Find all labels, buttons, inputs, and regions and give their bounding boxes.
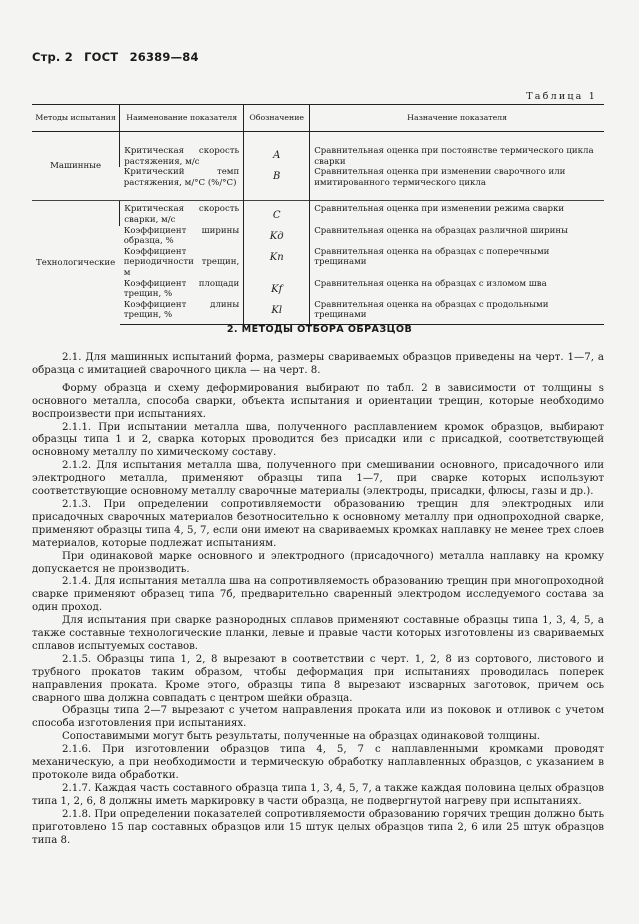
indicator-cell: Коэффициент ширины образца, %: [123, 225, 240, 247]
purpose-cell: Сравнительная оценка на образцах с продольными трещинами: [310, 300, 604, 325]
paragraph: При одинаковой марке основного и электродного (присадочного) металла наплавку на кромку допускается не производить.: [32, 550, 604, 575]
section-body: [32, 352, 604, 847]
page-number: Стр. 2: [32, 50, 73, 64]
paragraph: 2.1.8. При определении показателей сопротивляемости образованию горячих трещин должно быть приготовлено 15 пар составных образцов или 15 штук целых образцов типа 2, 6 или 25 штук образцов типа 8.: [32, 808, 604, 846]
symbol-cell: Kl: [244, 300, 310, 325]
purpose-cell: Сравнительная оценка на образцах различной ширины: [310, 226, 604, 247]
column-header: Обозначение: [244, 105, 310, 132]
table-row: [32, 201, 604, 226]
symbol-cell: Kf: [244, 279, 310, 300]
indicator-cell: Коэффициент длины трещин, %: [120, 300, 244, 325]
paragraph: 2.1. Для машинных испытаний форма, размеры свариваемых образцов приведены на черт. 1—7, а образца с имитацией сварочного цикла — на черт. 8.: [32, 352, 604, 376]
paragraph: 2.1.4. Для испытания металла шва на сопротивляемость образованию трещин при многопроходной сварке применяют образец типа 7б, предварительно сваренный электродом исследуемого состава за один проход.: [32, 576, 604, 614]
paragraph: Сопоставимыми могут быть результаты, полученные на образцах одинаковой толщины.: [62, 731, 541, 743]
purpose-cell: Сравнительная оценка при изменении режима сварки: [310, 201, 604, 226]
page-header: [32, 50, 206, 64]
section-title: 2. МЕТОДЫ ОТБОРА ОБРАЗЦОВ: [226, 324, 413, 335]
indicator-cell: Коэффициент периодичности трещин, м: [123, 246, 240, 278]
table-caption: Таблица 1: [526, 91, 597, 102]
symbol-cell: C: [244, 201, 310, 226]
method-cell: Технологические: [36, 257, 116, 268]
paragraph: 2.1.2. Для испытания металла шва, полученного при смешивании основного, присадочного или электродного металла, применяют образцы типа 1—7, при сварке которых используют соответствующие основному металлу сварочные материалы (электроды, присадки, флюсы, газы и др.).: [32, 460, 604, 498]
column-header: Наименование показателя: [120, 105, 244, 132]
paragraph: 2.1.5. Образцы типа 1, 2, 8 вырезают в соответствии с черт. 1, 2, 8 из сортового, листового и трубного прокатов таким образом, чтобы деформация при испытаниях проводилась поперек направления проката. Кроме этого, образцы типа 8 вырезают изсварных заготовок, причем ось сварного шва должна совпадать с центром шейки образца.: [32, 653, 604, 704]
symbol-cell: Kп: [244, 247, 310, 279]
method-cell: Машинные: [32, 132, 120, 201]
indicator-cell: Критический темп растяжения, м/°С (%/°С): [123, 167, 240, 188]
symbol-cell: B: [244, 167, 310, 201]
paragraph: 2.1.1. При испытании металла шва, полученного расплавлением кромок образцов, выбирают образцы типа 1 и 2, сварка которых проводится без присадки или с присадкой, соответствующей основному металлу по химическому составу.: [32, 421, 604, 459]
purpose-cell: Сравнительная оценка на образцах с поперечными трещинами: [310, 247, 604, 279]
paragraph: 2.1.6. При изготовлении образцов типа 4, 5, 7 с наплавленными кромками проводят механическую, а при необходимости и термическую обработку наплавленных образцов, с указанием в протоколе вида обработки.: [32, 744, 604, 781]
table-header-row: [32, 105, 604, 132]
purpose-cell: Сравнительная оценка при изменении сварочного или имитированного термического цикла: [310, 167, 604, 201]
indicators-table: [32, 104, 604, 325]
table-row: [32, 132, 604, 168]
column-header: Методы испытания: [32, 105, 120, 132]
indicator-cell: Критическая скорость растяжения, м/с: [120, 132, 244, 168]
purpose-cell: Сравнительная оценка на образцах с изломом шва: [310, 279, 604, 300]
standard-label: ГОСТ: [84, 50, 119, 64]
paragraph: Форму образца и схему деформирования выбирают по табл. 2 в зависимости от толщины s основного металла, способа сварки, объекта испытания и ориентации трещин, которые необходимо воспроизвести при испытаниях.: [32, 382, 604, 420]
symbol-cell: Kд: [244, 226, 310, 247]
purpose-cell: Сравнительная оценка при постоянстве термического цикла сварки: [310, 132, 604, 168]
paragraph: Для испытания при сварке разнородных сплавов применяют составные образцы типа 1, 3, 4, 5, а также составные технологические планки, левые и правые части которых изготовлены из свариваемых сплавов испытуемых составов.: [32, 615, 604, 652]
indicator-cell: Коэффициент площади трещин, %: [123, 278, 240, 300]
paragraph: 2.1.7. Каждая часть составного образца типа 1, 3, 4, 5, 7, а также каждая половина целых образцов типа 1, 2, 6, 8 должны иметь маркировку в части образца, не подвергнутой нагреву при испытаниях.: [32, 782, 604, 807]
indicator-cell: Критическая скорость сварки, м/с: [120, 201, 244, 226]
column-header: Назначение показателя: [310, 105, 604, 132]
symbol-cell: A: [244, 132, 310, 168]
paragraph: 2.1.3. При определении сопротивляемости образованию трещин для электродных или присадочных сварочных материалов безотносительно к основному металлу при однопроходной сварке, применяют образцы типа 4, 5, 7, если они имеют на свариваемых кромках наплавку не менее трех слоев материалов, которые подлежат испытаниям.: [32, 498, 604, 549]
standard-number: 26389—84: [129, 50, 199, 64]
paragraph: Образцы типа 2—7 вырезают с учетом направления проката или из поковок и отливок с учетом способа изготовления при испытаниях.: [32, 705, 604, 730]
